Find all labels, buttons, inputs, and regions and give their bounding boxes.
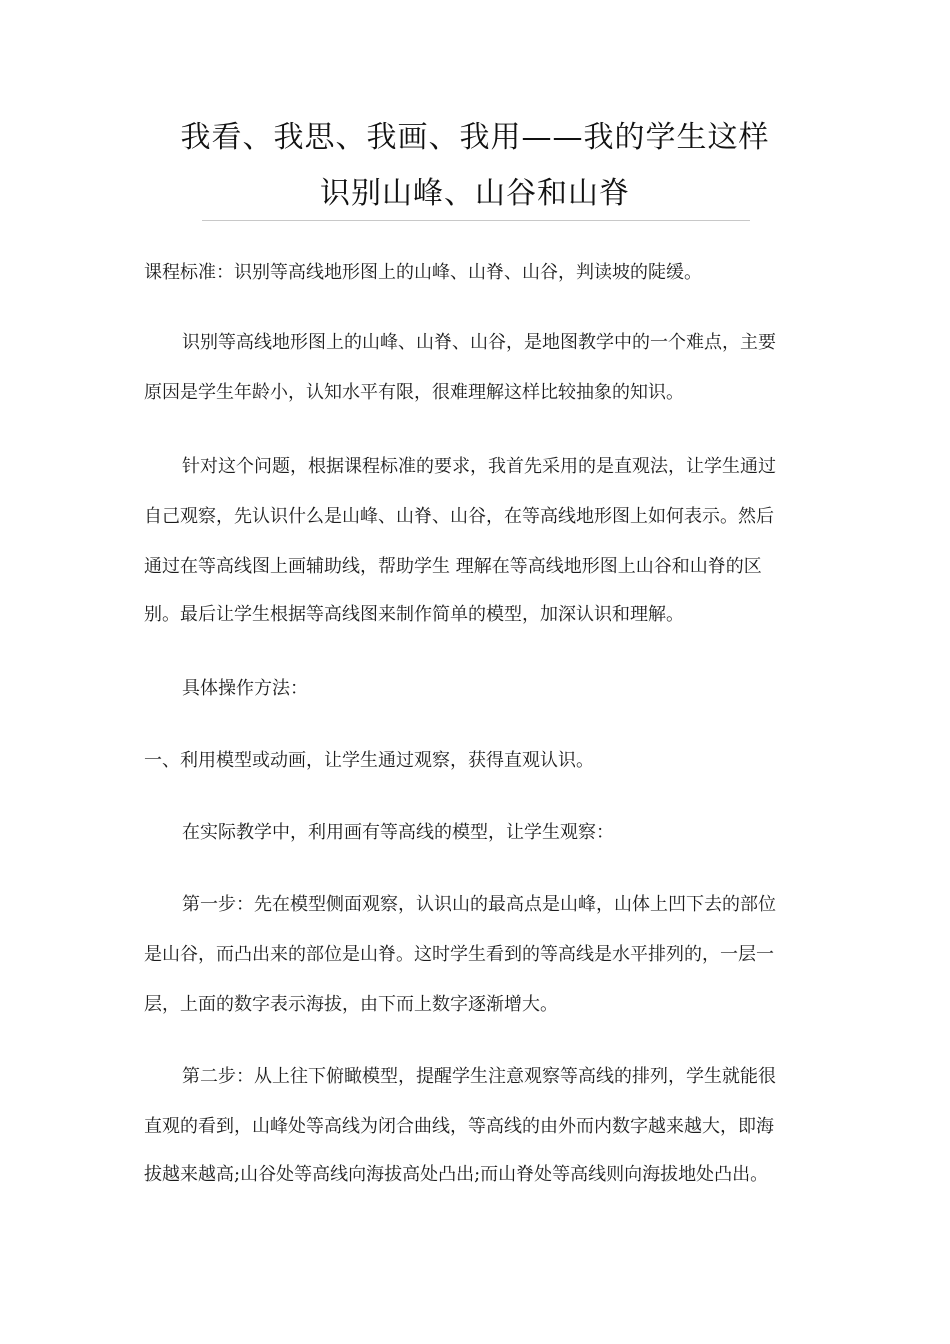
paragraph-text-line: 层，上面的数字表示海拔，由下而上数字逐渐增大。 — [144, 994, 558, 1015]
step-one-line: 第一步：先在模型侧面观察，认识山的最高点是山峰，山体上凹下去的部位 — [182, 894, 776, 915]
paragraph-text-line: 原因是学生年龄小，认知水平有限，很难理解这样比较抽象的知识。 — [144, 382, 684, 403]
curriculum-standard-line: 课程标准：识别等高线地形图上的山峰、山脊、山谷，判读坡的陡缓。 — [144, 262, 702, 283]
document-title-line-2: 识别山峰、山谷和山脊 — [320, 176, 630, 211]
document-title-line-1: 我看、我思、我画、我用——我的学生这样 — [180, 120, 770, 155]
paragraph-text-line: 直观的看到，山峰处等高线为闭合曲线，等高线的由外而内数字越来越大，即海 — [144, 1116, 774, 1137]
paragraph-text-line: 别。最后让学生根据等高线图来制作简单的模型，加深认识和理解。 — [144, 604, 684, 625]
paragraph-text-line: 在实际教学中，利用画有等高线的模型，让学生观察： — [182, 822, 614, 843]
title-divider — [202, 220, 750, 221]
method-heading: 具体操作方法： — [182, 678, 308, 699]
paragraph-text-line: 识别等高线地形图上的山峰、山脊、山谷，是地图教学中的一个难点，主要 — [182, 332, 776, 353]
paragraph-text-line: 通过在等高线图上画辅助线，帮助学生 理解在等高线地形图上山谷和山脊的区 — [144, 556, 762, 577]
step-two-line: 第二步：从上往下俯瞰模型，提醒学生注意观察等高线的排列，学生就能很 — [182, 1066, 776, 1087]
paragraph-text-line: 自己观察，先认识什么是山峰、山脊、山谷，在等高线地形图上如何表示。然后 — [144, 506, 774, 527]
section-heading: 一、利用模型或动画，让学生通过观察，获得直观认识。 — [144, 750, 594, 771]
paragraph-text-line: 是山谷，而凸出来的部位是山脊。这时学生看到的等高线是水平排列的，一层一 — [144, 944, 774, 965]
paragraph-text-line: 拔越来越高;山谷处等高线向海拔高处凸出;而山脊处等高线则向海拔地处凸出。 — [144, 1164, 769, 1185]
paragraph-text-line: 针对这个问题，根据课程标准的要求，我首先采用的是直观法，让学生通过 — [182, 456, 776, 477]
